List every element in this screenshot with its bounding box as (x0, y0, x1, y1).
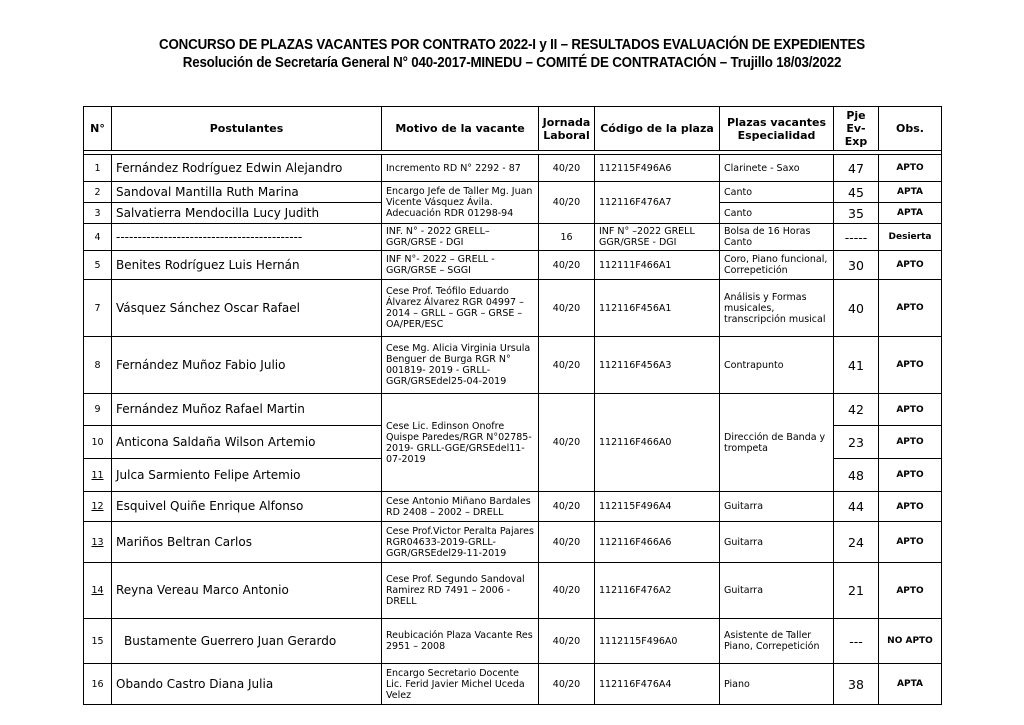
header-plazas: Plazas vacantes Especialidad (720, 107, 834, 151)
vacancy-reason: INF. N° - 2022 GRELL– GGR/GRSE - DGI (382, 224, 539, 251)
vacancy-reason: Reubicación Plaza Vacante Res 2951 – 2008 (382, 619, 539, 664)
workday: 40/20 (539, 619, 595, 664)
vacancy-reason: Cese Prof. Teófilo Eduardo Álvarez Álvarez RGR 04997 – 2014 – GRLL – GGR – GRSE – OA/PER/ESC (382, 280, 539, 337)
status: APTO (879, 337, 942, 394)
row-number: 11 (84, 459, 112, 492)
row-number: 14 (84, 563, 112, 619)
workday: 40/20 (539, 492, 595, 522)
score: 35 (834, 203, 879, 224)
row-number: 2 (84, 182, 112, 203)
applicant-name: Esquivel Quiñe Enrique Alfonso (112, 492, 382, 522)
specialty: Análisis y Formas musicales, transcripción musical (720, 280, 834, 337)
status: APTA (879, 203, 942, 224)
specialty: Coro, Piano funcional, Correpetición (720, 251, 834, 280)
score: 41 (834, 337, 879, 394)
table-row (84, 251, 942, 280)
row-number: 5 (84, 251, 112, 280)
status: APTO (879, 459, 942, 492)
status: APTO (879, 522, 942, 563)
position-code: 112116F476A4 (595, 664, 720, 705)
vacancy-reason: Encargo Secretario Docente Lic. Ferid Javier Michel Uceda Velez (382, 664, 539, 705)
workday: 40/20 (539, 664, 595, 705)
row-number: 12 (84, 492, 112, 522)
status: APTA (879, 664, 942, 705)
score: 23 (834, 426, 879, 459)
status: APTO (879, 155, 942, 182)
applicant-name: Anticona Saldaña Wilson Artemio (112, 426, 382, 459)
vacancy-reason: Cese Prof. Segundo Sandoval Ramirez RD 7491 – 2006 - DRELL (382, 563, 539, 619)
vacancy-reason: Cese Prof.Victor Peralta Pajares RGR04633-2019-GRLL-GGR/GRSEdel29-11-2019 (382, 522, 539, 563)
row-number: 15 (84, 619, 112, 664)
specialty: Piano (720, 664, 834, 705)
status: APTA (879, 182, 942, 203)
results-table (83, 106, 942, 705)
applicant-name: Fernández Muñoz Fabio Julio (112, 337, 382, 394)
applicant-name: Reyna Vereau Marco Antonio (112, 563, 382, 619)
row-number: 16 (84, 664, 112, 705)
score: 30 (834, 251, 879, 280)
score: 38 (834, 664, 879, 705)
position-code: 112116F466A6 (595, 522, 720, 563)
specialty: Clarinete - Saxo (720, 155, 834, 182)
workday: 40/20 (539, 251, 595, 280)
row-number: 13 (84, 522, 112, 563)
header-row (84, 107, 942, 151)
header-pje: Pje Ev-Exp (834, 107, 879, 151)
vacancy-reason: Cese Antonio Miñano Bardales RD 2408 – 2002 – DRELL (382, 492, 539, 522)
table-row (84, 280, 942, 337)
vacancy-reason: Cese Lic. Edinson Onofre Quispe Paredes/RGR N°02785-2019- GRLL-GGE/GRSEdel11-07-2019 (382, 394, 539, 492)
score: 40 (834, 280, 879, 337)
workday: 40/20 (539, 182, 595, 224)
header-codigo: Código de la plaza (595, 107, 720, 151)
header-jornada: Jornada Laboral (539, 107, 595, 151)
applicant-name: Benites Rodríguez Luis Hernán (112, 251, 382, 280)
row-number: 4 (84, 224, 112, 251)
status: NO APTO (879, 619, 942, 664)
table-row (84, 619, 942, 664)
header-num: N° (84, 107, 112, 151)
specialty: Asistente de Taller Piano, Correpetición (720, 619, 834, 664)
workday: 40/20 (539, 337, 595, 394)
position-code: 112111F466A1 (595, 251, 720, 280)
table-row (84, 337, 942, 394)
vacancy-reason: Encargo Jefe de Taller Mg. Juan Vicente Vásquez Ávila. Adecuación RDR 01298-94 (382, 182, 539, 224)
score: 42 (834, 394, 879, 426)
applicant-name: Sandoval Mantilla Ruth Marina (112, 182, 382, 203)
status: APTO (879, 426, 942, 459)
status: APTO (879, 251, 942, 280)
score: 21 (834, 563, 879, 619)
specialty: Dirección de Banda y trompeta (720, 394, 834, 492)
applicant-name: ------------------------------------------- (112, 224, 382, 251)
specialty: Canto (720, 203, 834, 224)
workday: 40/20 (539, 155, 595, 182)
specialty: Contrapunto (720, 337, 834, 394)
table-row (84, 563, 942, 619)
row-number: 10 (84, 426, 112, 459)
position-code: 112116F476A2 (595, 563, 720, 619)
score: 24 (834, 522, 879, 563)
position-code: 112115F496A4 (595, 492, 720, 522)
specialty: Guitarra (720, 522, 834, 563)
score: 44 (834, 492, 879, 522)
specialty: Guitarra (720, 563, 834, 619)
applicant-name: Salvatierra Mendocilla Lucy Judith (112, 203, 382, 224)
header-motivo: Motivo de la vacante (382, 107, 539, 151)
position-code: 112116F476A7 (595, 182, 720, 224)
workday: 40/20 (539, 280, 595, 337)
applicant-name: Julca Sarmiento Felipe Artemio (112, 459, 382, 492)
vacancy-reason: Cese Mg. Alicia Virginia Ursula Benguer de Burga RGR N° 001819- 2019 - GRLL-GGR/GRSEdel25-04-2019 (382, 337, 539, 394)
status: APTO (879, 394, 942, 426)
applicant-name: Bustamente Guerrero Juan Gerardo (112, 619, 382, 664)
row-number: 1 (84, 155, 112, 182)
applicant-name: Obando Castro Diana Julia (112, 664, 382, 705)
header-obs: Obs. (879, 107, 942, 151)
score: 47 (834, 155, 879, 182)
position-code: 112116F456A1 (595, 280, 720, 337)
score: --- (834, 619, 879, 664)
applicant-name: Fernández Muñoz Rafael Martin (112, 394, 382, 426)
workday: 16 (539, 224, 595, 251)
header-postulantes: Postulantes (112, 107, 382, 151)
table-row (84, 155, 942, 182)
status: APTO (879, 492, 942, 522)
score: ----- (834, 224, 879, 251)
workday: 40/20 (539, 563, 595, 619)
specialty: Bolsa de 16 Horas Canto (720, 224, 834, 251)
table-row (84, 664, 942, 705)
workday: 40/20 (539, 394, 595, 492)
position-code: INF N° –2022 GRELL GGR/GRSE - DGI (595, 224, 720, 251)
status: Desierta (879, 224, 942, 251)
table-row (84, 394, 942, 426)
workday: 40/20 (539, 522, 595, 563)
specialty: Guitarra (720, 492, 834, 522)
row-number: 9 (84, 394, 112, 426)
applicant-name: Fernández Rodríguez Edwin Alejandro (112, 155, 382, 182)
position-code: 112116F466A0 (595, 394, 720, 492)
table-row (84, 522, 942, 563)
document-subtitle: Resolución de Secretaría General N° 040-2017-MINEDU – COMITÉ DE CONTRATACIÓN – Trujillo 18/03/2022 (182, 55, 842, 71)
status: APTO (879, 563, 942, 619)
table-row (84, 492, 942, 522)
position-code: 112116F456A3 (595, 337, 720, 394)
position-code: 1112115F496A0 (595, 619, 720, 664)
vacancy-reason: Incremento RD N° 2292 - 87 (382, 155, 539, 182)
table-row (84, 224, 942, 251)
score: 45 (834, 182, 879, 203)
score: 48 (834, 459, 879, 492)
position-code: 112115F496A6 (595, 155, 720, 182)
applicant-name: Mariños Beltran Carlos (112, 522, 382, 563)
document-title: CONCURSO DE PLAZAS VACANTES POR CONTRATO 2022-I y II – RESULTADOS EVALUACIÓN DE EXPEDIENTES (159, 37, 865, 53)
vacancy-reason: INF N°- 2022 – GRELL - GGR/GRSE – SGGI (382, 251, 539, 280)
row-number: 3 (84, 203, 112, 224)
applicant-name: Vásquez Sánchez Oscar Rafael (112, 280, 382, 337)
row-number: 7 (84, 280, 112, 337)
table-row (84, 182, 942, 203)
row-number: 8 (84, 337, 112, 394)
specialty: Canto (720, 182, 834, 203)
status: APTO (879, 280, 942, 337)
